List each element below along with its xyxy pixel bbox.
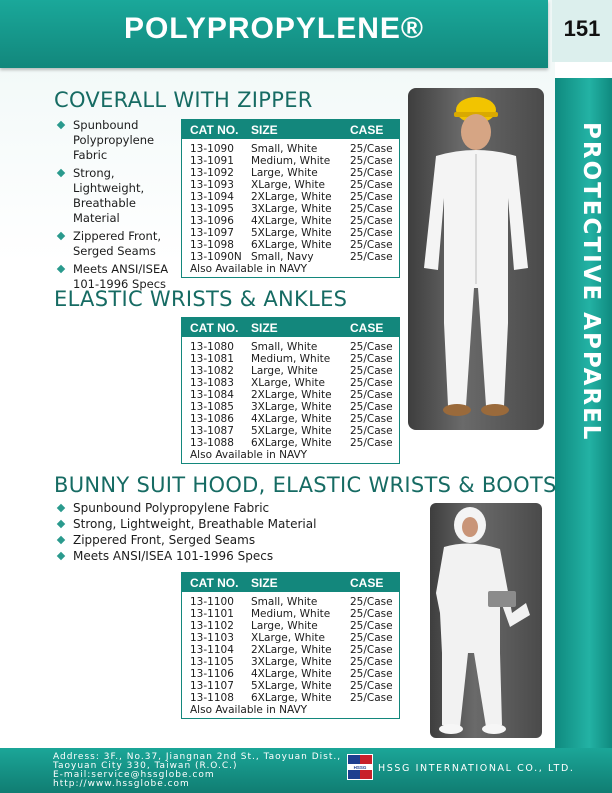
bunny-suit-product-photo (430, 503, 542, 738)
bunny-suit-figure-icon (430, 503, 542, 738)
diamond-bullet-icon (57, 121, 65, 129)
table-row: 13-1090N Small, Navy 25/Case (190, 251, 393, 263)
table-header (182, 120, 399, 139)
table-row: 13-1090 Small, White 25/Case (190, 143, 393, 155)
page-number: 151 (563, 16, 601, 41)
column-header-case: CASE (350, 576, 384, 590)
column-header-size: SIZE (251, 576, 278, 590)
table-body (182, 139, 399, 277)
column-header-cat-no: CAT NO. (190, 321, 239, 335)
table-row: 13-1092 Large, White 25/Case (190, 167, 393, 179)
diamond-bullet-icon (57, 265, 65, 273)
table-row: 13-1108 6XLarge, White 25/Case (190, 692, 393, 704)
feature-item: Strong, Lightweight, Breathable Material (56, 166, 181, 226)
column-header-size: SIZE (251, 321, 278, 335)
diamond-bullet-icon (57, 520, 65, 528)
column-header-cat-no: CAT NO. (190, 576, 239, 590)
feature-item: Zippered Front, Serged Seams (56, 229, 181, 259)
product-table-coverall (181, 119, 400, 278)
footer-address-line1: Address: 3F., No.37, Jiangnan 2nd St., Taoyuan Dist., (53, 752, 342, 762)
feature-item: Zippered Front, Serged Seams (56, 533, 336, 548)
table-row: 13-1083 XLarge, White 25/Case (190, 377, 393, 389)
diamond-bullet-icon (57, 504, 65, 512)
table-row: 13-1085 3XLarge, White 25/Case (190, 401, 393, 413)
diamond-bullet-icon (57, 232, 65, 240)
column-header-size: SIZE (251, 123, 278, 137)
feature-item: Spunbound Polypropylene Fabric (56, 118, 181, 163)
table-row: 13-1096 4XLarge, White 25/Case (190, 215, 393, 227)
table-header (182, 573, 399, 592)
table-row: 13-1098 6XLarge, White 25/Case (190, 239, 393, 251)
coverall-product-photo (408, 88, 544, 430)
table-header (182, 318, 399, 337)
footer-website[interactable]: http://www.hssglobe.com (53, 779, 190, 789)
feature-list-coverall (56, 118, 181, 295)
logo-text: HSSG (353, 765, 367, 770)
table-row: 13-1088 6XLarge, White 25/Case (190, 437, 393, 449)
table-row: 13-1104 2XLarge, White 25/Case (190, 644, 393, 656)
company-name: HSSG INTERNATIONAL CO., LTD. (378, 763, 575, 774)
table-row: 13-1101 Medium, White 25/Case (190, 608, 393, 620)
table-row: 13-1091 Medium, White 25/Case (190, 155, 393, 167)
table-note: Also Available in NAVY (190, 704, 308, 716)
feature-item: Meets ANSI/ISEA 101-1996 Specs (56, 549, 336, 564)
table-row: 13-1086 4XLarge, White 25/Case (190, 413, 393, 425)
table-row: 13-1097 5XLarge, White 25/Case (190, 227, 393, 239)
product-table-bunny-suit (181, 572, 400, 719)
feature-item: Strong, Lightweight, Breathable Material (56, 517, 336, 532)
feature-item: Meets ANSI/ISEA 101-1996 Specs (56, 262, 181, 292)
coverall-figure-icon (408, 88, 544, 430)
table-row: 13-1103 XLarge, White 25/Case (190, 632, 393, 644)
footer-address-line2: Taoyuan City 330, Taiwan (R.O.C.) (53, 761, 238, 771)
diamond-bullet-icon (57, 169, 65, 177)
table-row: 13-1106 4XLarge, White 25/Case (190, 668, 393, 680)
diamond-bullet-icon (57, 536, 65, 544)
column-header-case: CASE (350, 321, 384, 335)
section-title-coverall: COVERALL WITH ZIPPER (54, 88, 313, 112)
table-note: Also Available in NAVY (190, 263, 308, 275)
table-row: 13-1094 2XLarge, White 25/Case (190, 191, 393, 203)
section-title-bunny-suit: BUNNY SUIT HOOD, ELASTIC WRISTS & BOOTS (54, 473, 557, 497)
table-body (182, 337, 399, 463)
table-row: 13-1081 Medium, White 25/Case (190, 353, 393, 365)
column-header-case: CASE (350, 123, 384, 137)
table-row: 13-1080 Small, White 25/Case (190, 341, 393, 353)
feature-list-bunny-suit (56, 501, 336, 565)
feature-item: Spunbound Polypropylene Fabric (56, 501, 336, 516)
table-row: 13-1093 XLarge, White 25/Case (190, 179, 393, 191)
table-row: 13-1100 Small, White 25/Case (190, 596, 393, 608)
diamond-bullet-icon (57, 552, 65, 560)
footer-email[interactable]: E-mail:service@hssglobe.com (53, 770, 215, 780)
column-header-cat-no: CAT NO. (190, 123, 239, 137)
page-title: POLYPROPYLENE® (123, 12, 425, 45)
hssg-logo-icon (347, 754, 373, 780)
table-row: 13-1082 Large, White 25/Case (190, 365, 393, 377)
table-row: 13-1107 5XLarge, White 25/Case (190, 680, 393, 692)
section-title-elastic: ELASTIC WRISTS & ANKLES (54, 287, 348, 311)
side-category-label: PROTECTIVE APPAREL (578, 122, 604, 442)
table-row: 13-1105 3XLarge, White 25/Case (190, 656, 393, 668)
table-row: 13-1087 5XLarge, White 25/Case (190, 425, 393, 437)
table-body (182, 592, 399, 718)
table-note: Also Available in NAVY (190, 449, 308, 461)
table-row: 13-1095 3XLarge, White 25/Case (190, 203, 393, 215)
table-row: 13-1102 Large, White 25/Case (190, 620, 393, 632)
table-row: 13-1084 2XLarge, White 25/Case (190, 389, 393, 401)
product-table-elastic (181, 317, 400, 464)
